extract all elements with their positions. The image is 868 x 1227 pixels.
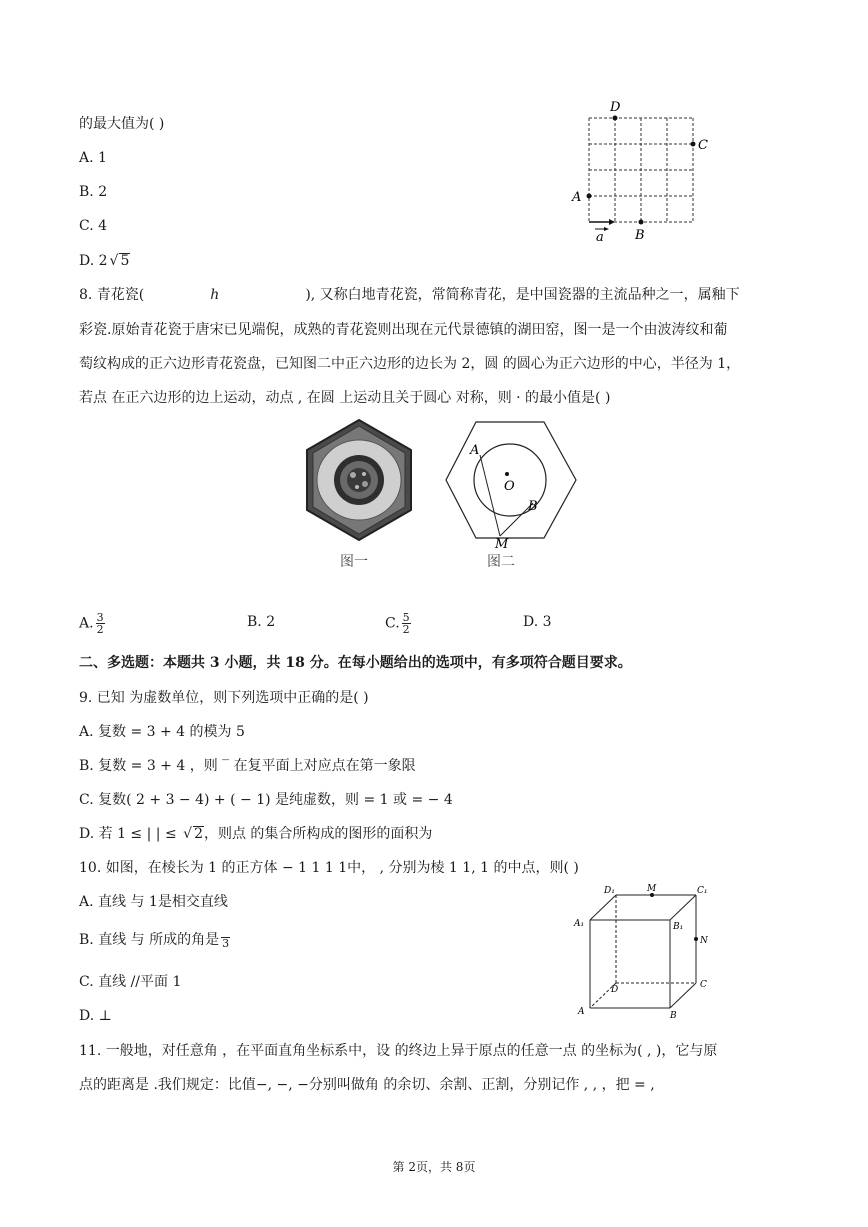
label-a: A <box>572 190 582 205</box>
label-a: A <box>578 1007 585 1017</box>
label-b: B <box>670 1011 677 1020</box>
figure-2-caption: 图二 <box>487 554 515 570</box>
q8-line-1 <box>79 285 740 305</box>
q8-line1-h: h <box>210 287 220 303</box>
q9-option-b: B. 复数 = 3 + 4 ，则 ‾ 在复平面上对应点在第一象限 <box>79 758 416 774</box>
label-b1: B₁ <box>673 922 684 932</box>
q8-option-a <box>79 612 105 635</box>
q7-option-d: D. 2 √ 5 <box>79 253 130 269</box>
q8-option-a-prefix: A. <box>79 615 94 632</box>
label-c1: C₁ <box>697 886 708 896</box>
page-footer: 第 2页，共 8页 <box>392 1160 476 1174</box>
q8-line-3: 萄纹构成的正六边形青花瓷盘，已知图二中正六边形的边长为 2，圆 的圆心为正六边形的中心，半径为 1， <box>79 356 741 372</box>
porcelain-plate-figure <box>297 418 421 542</box>
q8-option-c-den: 2 <box>402 623 410 636</box>
q10-option-b-prefix: B. 直线 与 所成的角是 <box>79 932 220 948</box>
q10-option-b <box>79 930 230 950</box>
label-m: M <box>495 537 509 548</box>
q9-option-d-radicand: 2 <box>194 826 203 842</box>
q8-option-c <box>385 612 411 635</box>
q7-option-d-prefix: D. 2 <box>79 253 108 269</box>
label-c: C <box>700 980 707 990</box>
q8-option-a-num: 3 <box>96 611 104 624</box>
q10-option-c: C. 直线 //平面 1 <box>79 974 182 990</box>
q8-line-2: 彩瓷.原始青花瓷于唐宋已见端倪，成熟的青花瓷则出现在元代景德镇的湖田窑，图一是一个由波涛纹和葡 <box>79 322 728 338</box>
section-2-title: 二、多选题：本题共 3 小题，共 18 分。在每小题给出的选项中，有多项符合题目要求。 <box>79 655 632 671</box>
label-a1: A₁ <box>574 919 585 929</box>
q7-grid-figure <box>565 96 715 246</box>
label-m: M <box>647 884 657 894</box>
q9-option-a: A. 复数 = 3 + 4 的模为 5 <box>79 724 245 740</box>
q9-option-d-suffix: ，则点 的集合所构成的图形的面积为 <box>203 826 433 842</box>
label-d1: D₁ <box>604 886 615 896</box>
q8-option-c-num: 5 <box>402 611 410 624</box>
q9-stem: 9. 已知 为虚数单位，则下列选项中正确的是( ) <box>79 690 369 706</box>
label-b: B <box>635 228 645 243</box>
q7-option-c: C. 4 <box>79 218 108 234</box>
label-d: D <box>610 100 621 115</box>
label-vec-a: a <box>596 230 604 245</box>
point-a <box>587 194 592 199</box>
q8-option-c-prefix: C. <box>385 615 400 632</box>
q10-option-b-den: 3 <box>222 937 230 950</box>
q9-option-c: C. 复数( 2 + 3 − 4) + ( − 1) 是纯虚数，则 = 1 或 = − 4 <box>79 792 453 808</box>
q8-option-b: B. 2 <box>247 614 276 630</box>
point-b <box>639 220 644 225</box>
label-d: D <box>611 985 619 995</box>
label-c: C <box>698 138 708 153</box>
label-b: B <box>528 499 538 514</box>
q8-line1-end: ), 又称白地青花瓷，常简称青花，是中国瓷器的主流品种之一，属釉下 <box>305 287 740 303</box>
cube-figure <box>566 880 716 1020</box>
q8-option-d: D. 3 <box>523 614 552 630</box>
label-o: O <box>504 479 515 494</box>
q7-option-b: B. 2 <box>79 184 108 200</box>
q9-option-d-prefix: D. 若 1 ≤ | | ≤ <box>79 826 182 842</box>
q11-line-1: 11. 一般地，对任意角 ，在平面直角坐标系中，设 的终边上异于原点的任意一点 的坐标为( , )，它与原 <box>79 1043 718 1059</box>
q7-stem-tail: 的最大值为( ) <box>79 116 165 132</box>
q11-line-2: 点的距离是 .我们规定：比值−, −, −分别叫做角 的余切、余割、正割，分别记作 , , ，把 = , <box>79 1077 655 1093</box>
hexagon-circle-figure <box>440 418 580 548</box>
q8-option-a-den: 2 <box>96 623 104 636</box>
q8-line1-start: 8. 青花瓷( <box>79 287 145 303</box>
point-d <box>613 116 618 121</box>
q10-stem: 10. 如图，在棱长为 1 的正方体 − 1 1 1 1中， , 分别为棱 1 1, 1 的中点，则( ) <box>79 860 579 876</box>
label-n: N <box>700 936 708 946</box>
q9-option-d: D. 若 1 ≤ | | ≤ √ 2，则点 的集合所构成的图形的面积为 <box>79 826 433 842</box>
q8-line-4: 若点 在正六边形的边上运动，动点 , 在圆 上运动且关于圆心 对称，则 · 的最小值是( ) <box>79 390 611 406</box>
q7-option-a: A. 1 <box>79 150 107 166</box>
q7-option-d-radicand: 5 <box>120 253 130 269</box>
q10-option-a: A. 直线 与 1是相交直线 <box>79 894 228 910</box>
q10-option-d: D. ⊥ <box>79 1008 112 1024</box>
label-a: A <box>470 443 480 458</box>
point-c <box>691 142 696 147</box>
figure-1-caption: 图一 <box>340 554 368 570</box>
